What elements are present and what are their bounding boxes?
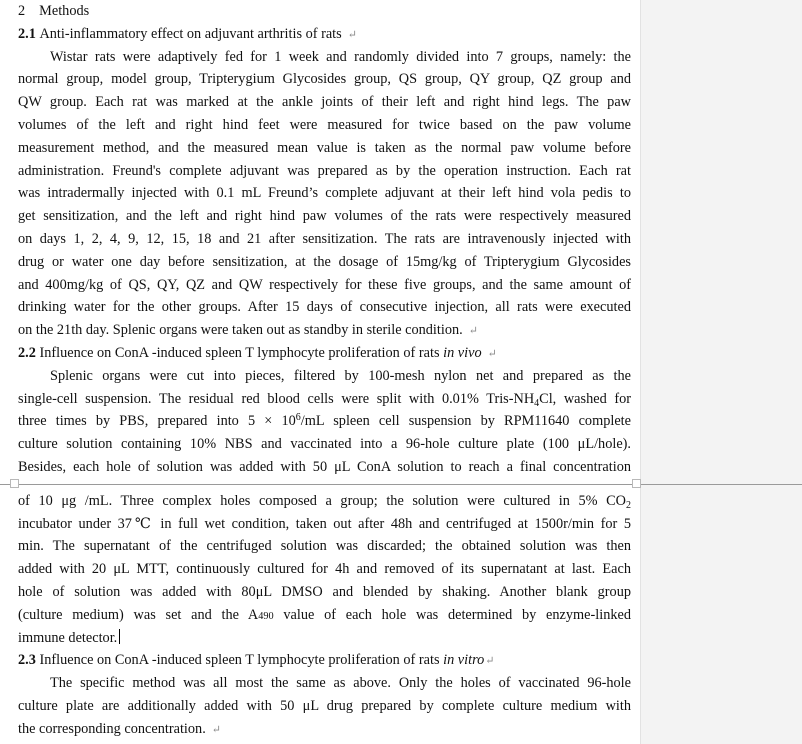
text-line: drug or water one day before sensitization, at the dosage of 15mg/kg of Tripterygium Glycosides — [18, 253, 631, 270]
text-line: incubator under 37℃ in full wet condition, taken out after 48h and centrifuged at 1500r/min for 5 — [18, 515, 631, 532]
text-run: /mL spleen cell suspension by RPM11640 complete — [300, 413, 631, 430]
text-line-content: immune detector. — [18, 629, 118, 646]
text-line: volumes of the left and right hind feet were measured for twice based on the paw volume — [18, 116, 631, 133]
text-line-last — [18, 718, 631, 741]
text-line: The specific method was all most the same as above. Only the holes of vaccinated 96-hole — [50, 675, 631, 692]
text-run: three times by PBS, prepared into 5 × 10 — [18, 413, 296, 430]
paragraph-mark: ↵ — [468, 325, 478, 338]
subsection-title: Influence on ConA -induced spleen T lymphocyte proliferation of rats — [39, 652, 440, 669]
section-title: Methods — [39, 3, 90, 19]
text-line-last — [18, 627, 631, 650]
text-line: added with 20 μL MTT, continuously cultured for 4h and removed of its supernatant at last. Each — [18, 561, 631, 578]
text-line: Wistar rats were adaptively fed for 1 week and randomly divided into 7 groups, namely: the — [50, 48, 631, 65]
subscript: 2 — [626, 499, 631, 511]
paragraph-mark: ↵ — [487, 347, 497, 360]
section-heading — [18, 0, 631, 23]
page-break-marker-right — [632, 479, 641, 488]
text-line-content: on the 21th day. Splenic organs were taken out as standby in sterile condition. — [18, 322, 463, 339]
subsection-heading-2-3 — [18, 649, 631, 672]
text-line: normal group, model group, Tripterygium Glycosides group, QS group, QY group, QZ group and — [18, 71, 631, 88]
text-line-last — [18, 319, 631, 342]
subsection-heading-2-2 — [18, 342, 631, 365]
document-body[interactable] — [18, 0, 631, 741]
text-line: and 400mg/kg of QS, QY, QZ and QW respectively for these five groups, and the same amount of — [18, 276, 631, 293]
subsection-title-italic: in vitro — [443, 652, 485, 669]
text-line — [18, 604, 631, 627]
subsection-number: 2.1 — [18, 25, 36, 42]
text-line: hole of solution was added with 80μL DMSO and blended by shaking. Another blank group — [18, 583, 631, 600]
text-line — [18, 490, 631, 513]
text-line: measurement method, and the measured mean value is taken as the normal paw volume before — [18, 139, 631, 156]
text-line-content: the corresponding concentration. — [18, 720, 206, 737]
page-right-margin — [640, 0, 802, 744]
text-run: of 10 μg /mL. Three complex holes composed a group; the solution were cultured in 5% CO — [18, 492, 626, 509]
text-line: QW group. Each rat was marked at the ankle joints of their left and right hind legs. The paw — [18, 94, 631, 111]
section-number: 2 — [18, 3, 26, 19]
subsection-title-italic: in vivo — [443, 344, 482, 361]
text-line: Besides, each hole of solution was added with 50 μL ConA solution to reach a final concentration — [18, 458, 631, 475]
subsection-heading-2-1 — [18, 23, 631, 46]
text-run: (culture medium) was set and the A — [18, 606, 259, 623]
text-run: Cl, washed for — [539, 390, 632, 407]
text-line: on days 1, 2, 4, 9, 12, 15, 18 and 21 after sensitization. The rats are intravenously injected with — [18, 230, 631, 247]
text-run: value of each hole was determined by enzyme-linked — [283, 606, 631, 623]
text-run: single-cell suspension. The residual red blood cells were split with 0.01% Tris-NH — [18, 390, 535, 407]
subsection-number: 2.3 — [18, 652, 36, 669]
paragraph-mark: ↵ — [347, 28, 357, 41]
text-line: drinking water for the other groups. After 15 days of consecutive injection, all rats were executed — [18, 299, 631, 316]
superscript: 6 — [295, 412, 301, 424]
text-line: culture plate are additionally added with 50 μL drug prepared by complete culture medium with — [18, 697, 631, 714]
text-cursor — [119, 629, 120, 644]
small-text: 490 — [258, 610, 274, 622]
text-line: Splenic organs were cut into pieces, filtered by 100-mesh nylon net and prepared as the — [50, 367, 631, 384]
paragraph-mark: ↵ — [485, 655, 495, 668]
text-line: get sensitization, and the left and right hind paw volumes of the rats were respectively measured — [18, 208, 631, 225]
text-line: min. The supernatant of the centrifuged solution was discarded; the obtained solution was then — [18, 538, 631, 555]
paragraph-mark: ↵ — [211, 723, 221, 736]
text-line — [18, 410, 631, 433]
subsection-title: Influence on ConA -induced spleen T lymphocyte proliferation of rats — [39, 344, 440, 361]
subscript: 4 — [534, 397, 540, 409]
text-line: culture solution containing 10% NBS and vaccinated into a 96-hole culture plate (100 μL/hole). — [18, 436, 631, 453]
subsection-number: 2.2 — [18, 344, 36, 361]
text-line — [18, 388, 631, 411]
subsection-title: Anti-inflammatory effect on adjuvant arthritis of rats — [39, 25, 342, 42]
text-line: was intradermally injected with 0.1 mL Freund’s complete adjuvant at their left hind vola pedis to — [18, 185, 631, 202]
page-gap — [18, 479, 631, 490]
text-line: administration. Freund's complete adjuvant was prepared as by the operation instruction. Each rat — [18, 162, 631, 179]
